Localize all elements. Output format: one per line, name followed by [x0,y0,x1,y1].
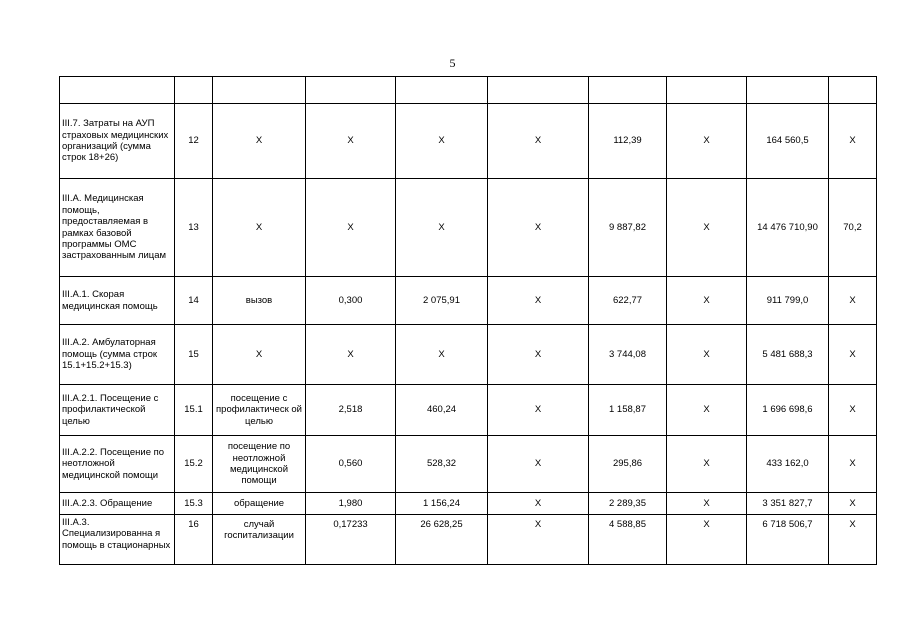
col6-cell: Х [488,325,589,385]
row-code-cell: 15.2 [175,436,213,493]
volume-cell: 1,980 [306,493,396,515]
cost-cell [396,77,488,104]
data-table [59,76,877,565]
col6-cell: Х [488,179,589,277]
percent-cell [829,77,877,104]
name-cell: III.А.2.1. Посещение с профилактической целью [60,385,175,436]
volume-cell [306,77,396,104]
row-code-cell: 15 [175,325,213,385]
total-cell: 1 696 698,6 [747,385,829,436]
total-cell [747,77,829,104]
volume-cell: 0,560 [306,436,396,493]
row-iii-7 [60,104,877,179]
per-capita-cell: 3 744,08 [589,325,667,385]
name-cell: III.А.2.3. Обращение [60,493,175,515]
row-code-cell: 15.1 [175,385,213,436]
volume-cell: 0,17233 [306,515,396,565]
col8-cell: Х [667,436,747,493]
cost-cell: Х [396,104,488,179]
cost-cell: 2 075,91 [396,277,488,325]
percent-cell: Х [829,385,877,436]
per-capita-cell: 4 588,85 [589,515,667,565]
total-cell: 5 481 688,3 [747,325,829,385]
col8-cell: Х [667,385,747,436]
col8-cell: Х [667,104,747,179]
row-iii-a [60,179,877,277]
name-cell: III.А.3. Специализированна я помощь в стационарных [60,515,175,565]
percent-cell: Х [829,277,877,325]
cost-cell: Х [396,325,488,385]
row-code-cell: 13 [175,179,213,277]
col6-cell [488,77,589,104]
percent-cell: Х [829,325,877,385]
volume-cell: 2,518 [306,385,396,436]
unit-cell: случай госпитализации [213,515,306,565]
volume-cell: Х [306,179,396,277]
total-cell: 433 162,0 [747,436,829,493]
col6-cell: Х [488,493,589,515]
cost-cell: 1 156,24 [396,493,488,515]
col8-cell: Х [667,515,747,565]
page-number: 5 [449,56,456,70]
percent-cell: Х [829,436,877,493]
col8-cell: Х [667,277,747,325]
unit-cell: вызов [213,277,306,325]
unit-cell: Х [213,179,306,277]
row-iii-a-3 [60,515,877,565]
volume-cell: 0,300 [306,277,396,325]
row-iii-a-2-3 [60,493,877,515]
cost-cell: 528,32 [396,436,488,493]
row-code-cell: 15.3 [175,493,213,515]
col8-cell: Х [667,179,747,277]
col6-cell: Х [488,104,589,179]
row-iii-a-2 [60,325,877,385]
row-iii-a-2-1 [60,385,877,436]
row-code-cell [175,77,213,104]
name-cell: III.А.2. Амбулаторная помощь (сумма строк 15.1+15.2+15.3) [60,325,175,385]
total-cell: 911 799,0 [747,277,829,325]
cost-cell: 460,24 [396,385,488,436]
percent-cell: Х [829,104,877,179]
volume-cell: Х [306,325,396,385]
per-capita-cell: 622,77 [589,277,667,325]
per-capita-cell [589,77,667,104]
per-capita-cell: 295,86 [589,436,667,493]
percent-cell: Х [829,493,877,515]
col6-cell: Х [488,436,589,493]
total-cell: 6 718 506,7 [747,515,829,565]
row-iii-a-2-2 [60,436,877,493]
row-code-cell: 12 [175,104,213,179]
unit-cell: обращение [213,493,306,515]
col6-cell: Х [488,515,589,565]
name-cell: III.А.1. Скорая медицинская помощь [60,277,175,325]
col8-cell: Х [667,493,747,515]
row-iii-a-1 [60,277,877,325]
per-capita-cell: 1 158,87 [589,385,667,436]
col8-cell [667,77,747,104]
per-capita-cell: 2 289,35 [589,493,667,515]
cost-cell: Х [396,179,488,277]
total-cell: 164 560,5 [747,104,829,179]
name-cell: III.А. Медицинская помощь, предоставляемая в рамках базовой программы ОМС застрахованным лицам [60,179,175,277]
col6-cell: Х [488,277,589,325]
volume-cell: Х [306,104,396,179]
row-code-cell: 16 [175,515,213,565]
name-cell: III.А.2.2. Посещение по неотложной медицинской помощи [60,436,175,493]
per-capita-cell: 112,39 [589,104,667,179]
col8-cell: Х [667,325,747,385]
unit-cell [213,77,306,104]
unit-cell: посещение по неотложной медицинской помощи [213,436,306,493]
col6-cell: Х [488,385,589,436]
name-cell [60,77,175,104]
row-code-cell: 14 [175,277,213,325]
percent-cell: 70,2 [829,179,877,277]
total-cell: 14 476 710,90 [747,179,829,277]
unit-cell: Х [213,104,306,179]
name-cell: III.7. Затраты на АУП страховых медицинских организаций (сумма строк 18+26) [60,104,175,179]
total-cell: 3 351 827,7 [747,493,829,515]
unit-cell: посещение с профилактическ ой целью [213,385,306,436]
per-capita-cell: 9 887,82 [589,179,667,277]
unit-cell: Х [213,325,306,385]
header-row [60,77,877,104]
cost-cell: 26 628,25 [396,515,488,565]
percent-cell: Х [829,515,877,565]
